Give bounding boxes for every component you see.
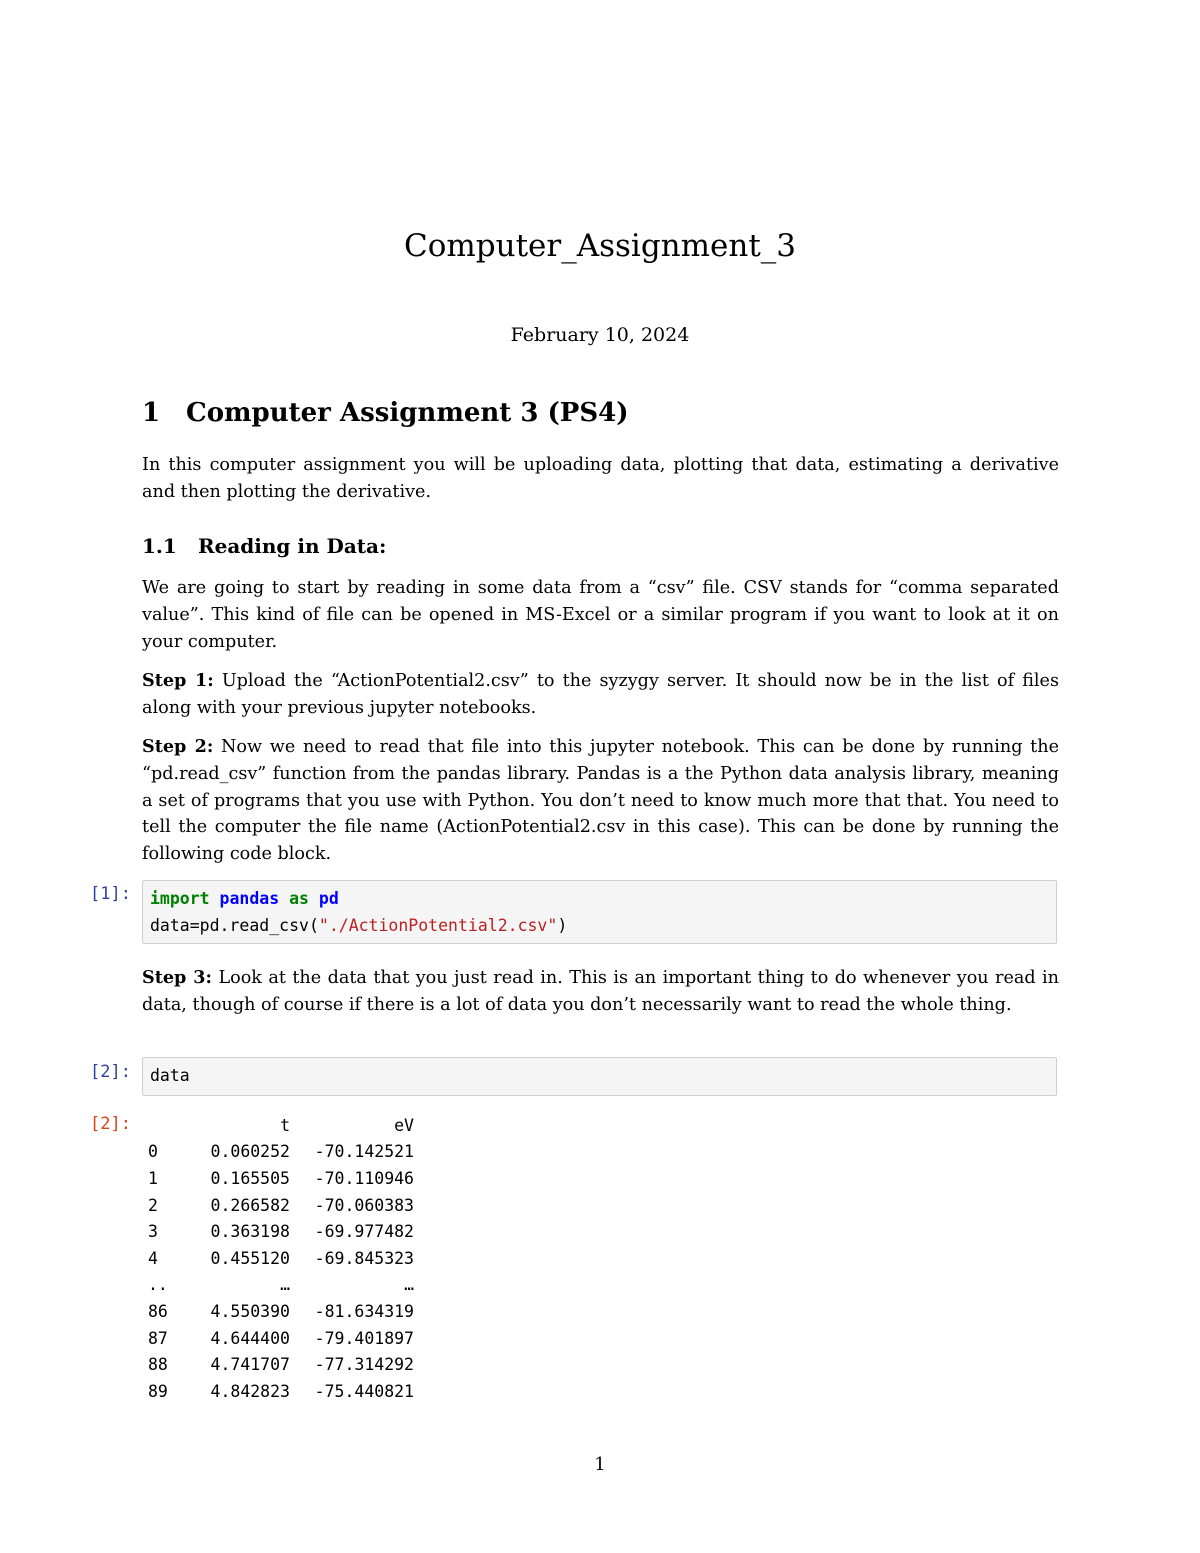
row-index: 1 (148, 1168, 158, 1188)
cell-t: 0.455120 (210, 1248, 290, 1268)
page-number: 1 (594, 1454, 606, 1475)
cell-2-input-prompt: [2]: (90, 1062, 131, 1082)
code-call-suffix: ) (557, 915, 568, 935)
section-1-title: Computer Assignment 3 (PS4) (186, 398, 629, 428)
row-index: 0 (148, 1142, 158, 1162)
cell-1-input-prompt: [1]: (90, 884, 131, 904)
cell-t: 0.266582 (210, 1195, 290, 1215)
step-2-paragraph (142, 734, 1059, 868)
table-row (148, 1139, 414, 1166)
row-index: .. (148, 1275, 168, 1295)
column-header-ev: eV (394, 1115, 414, 1135)
module-name: pandas (219, 889, 280, 908)
step-1-label: Step 1: (142, 670, 214, 691)
table-row (148, 1325, 414, 1352)
table-row (148, 1218, 414, 1245)
keyword-import: import (150, 889, 210, 908)
table-row (148, 1245, 414, 1272)
row-index: 89 (148, 1381, 168, 1401)
section-1-1-intro: We are going to start by reading in some data from a “csv” file. CSV stands for “comma separated value”. This kind of file can be opened in MS-Excel or a similar program if you want to look at it on your computer. (142, 578, 1059, 652)
table-row (148, 1378, 414, 1405)
table-row (148, 1165, 414, 1192)
cell-ev: -77.314292 (314, 1355, 414, 1375)
keyword-as: as (289, 889, 309, 908)
step-1-text: Upload the “ActionPotential2.csv” to the syzygy server. It should now be in the list of files along with your previous jupyter notebooks. (142, 671, 1060, 718)
cell-t: 0.060252 (210, 1142, 290, 1162)
code-string-filename: "./ActionPotential2.csv" (318, 915, 558, 935)
cell-ev: … (404, 1275, 414, 1295)
step-3-text: Look at the data that you just read in. This is an important thing to do whenever you read in data, though of course if there is a lot of data you don’t necessarily want to read the whole thing. (142, 968, 1059, 1015)
cell-ev: -70.142521 (314, 1142, 414, 1162)
cell-ev: -75.440821 (314, 1381, 414, 1401)
row-index: 86 (148, 1301, 168, 1321)
step-3-label: Step 3: (142, 967, 213, 988)
table-row (148, 1351, 414, 1378)
cell-ev: -69.977482 (314, 1222, 414, 1242)
dataframe-header-row (148, 1112, 414, 1139)
section-1-heading (142, 398, 629, 428)
cell-t: 0.165505 (210, 1168, 290, 1188)
step-2-text: Now we need to read that file into this jupyter notebook. This can be done by running the “pd.read_csv” function from the pandas library. Pandas is a the Python data analysis library, meaning a set of programs that you use with Python. You don’t need to know much more that that. You need to tell the computer the file name (ActionPotential2.csv in this case). This can be done by running the following code block. (142, 737, 1059, 865)
document-date: February 10, 2024 (510, 324, 690, 346)
cell-ev: -79.401897 (314, 1328, 414, 1348)
section-1-1-number: 1.1 (142, 534, 177, 558)
cell-t: 4.550390 (210, 1301, 290, 1321)
row-index: 87 (148, 1328, 168, 1348)
column-header-t: t (280, 1115, 290, 1135)
cell-t: 4.842823 (210, 1381, 290, 1401)
cell-ev: -81.634319 (314, 1301, 414, 1321)
cell-t: 4.741707 (210, 1355, 290, 1375)
module-alias: pd (318, 889, 339, 908)
code-cell-2[interactable] (142, 1057, 1057, 1096)
cell-t: … (280, 1275, 290, 1295)
code-cell-2-text: data (150, 1066, 190, 1085)
table-row (148, 1272, 414, 1299)
step-2-label: Step 2: (142, 736, 214, 757)
cell-ev: -70.060383 (314, 1195, 414, 1215)
dataframe-table (148, 1112, 414, 1405)
section-1-1-title: Reading in Data: (198, 534, 387, 558)
cell-t: 0.363198 (210, 1222, 290, 1242)
code-call-prefix: data=pd.read_csv( (150, 915, 319, 935)
row-index: 4 (148, 1248, 158, 1268)
section-1-intro: In this computer assignment you will be uploading data, plotting that data, estimating a derivative and then plotting the derivative. (142, 455, 1059, 502)
section-1-number: 1 (142, 398, 161, 428)
step-1-paragraph (142, 668, 1059, 722)
cell-t: 4.644400 (210, 1328, 290, 1348)
row-index: 88 (148, 1355, 168, 1375)
table-row (148, 1192, 414, 1219)
index-header (148, 1112, 192, 1139)
code-cell-1[interactable] (142, 880, 1057, 944)
section-1-1-heading (142, 534, 386, 558)
row-index: 2 (148, 1195, 158, 1215)
step-3-paragraph (142, 965, 1059, 1019)
table-row (148, 1298, 414, 1325)
cell-ev: -70.110946 (314, 1168, 414, 1188)
row-index: 3 (148, 1222, 158, 1242)
dataframe-output (148, 1112, 414, 1405)
cell-ev: -69.845323 (314, 1248, 414, 1268)
document-title: Computer_Assignment_3 (403, 228, 797, 264)
cell-2-output-prompt: [2]: (90, 1114, 131, 1134)
